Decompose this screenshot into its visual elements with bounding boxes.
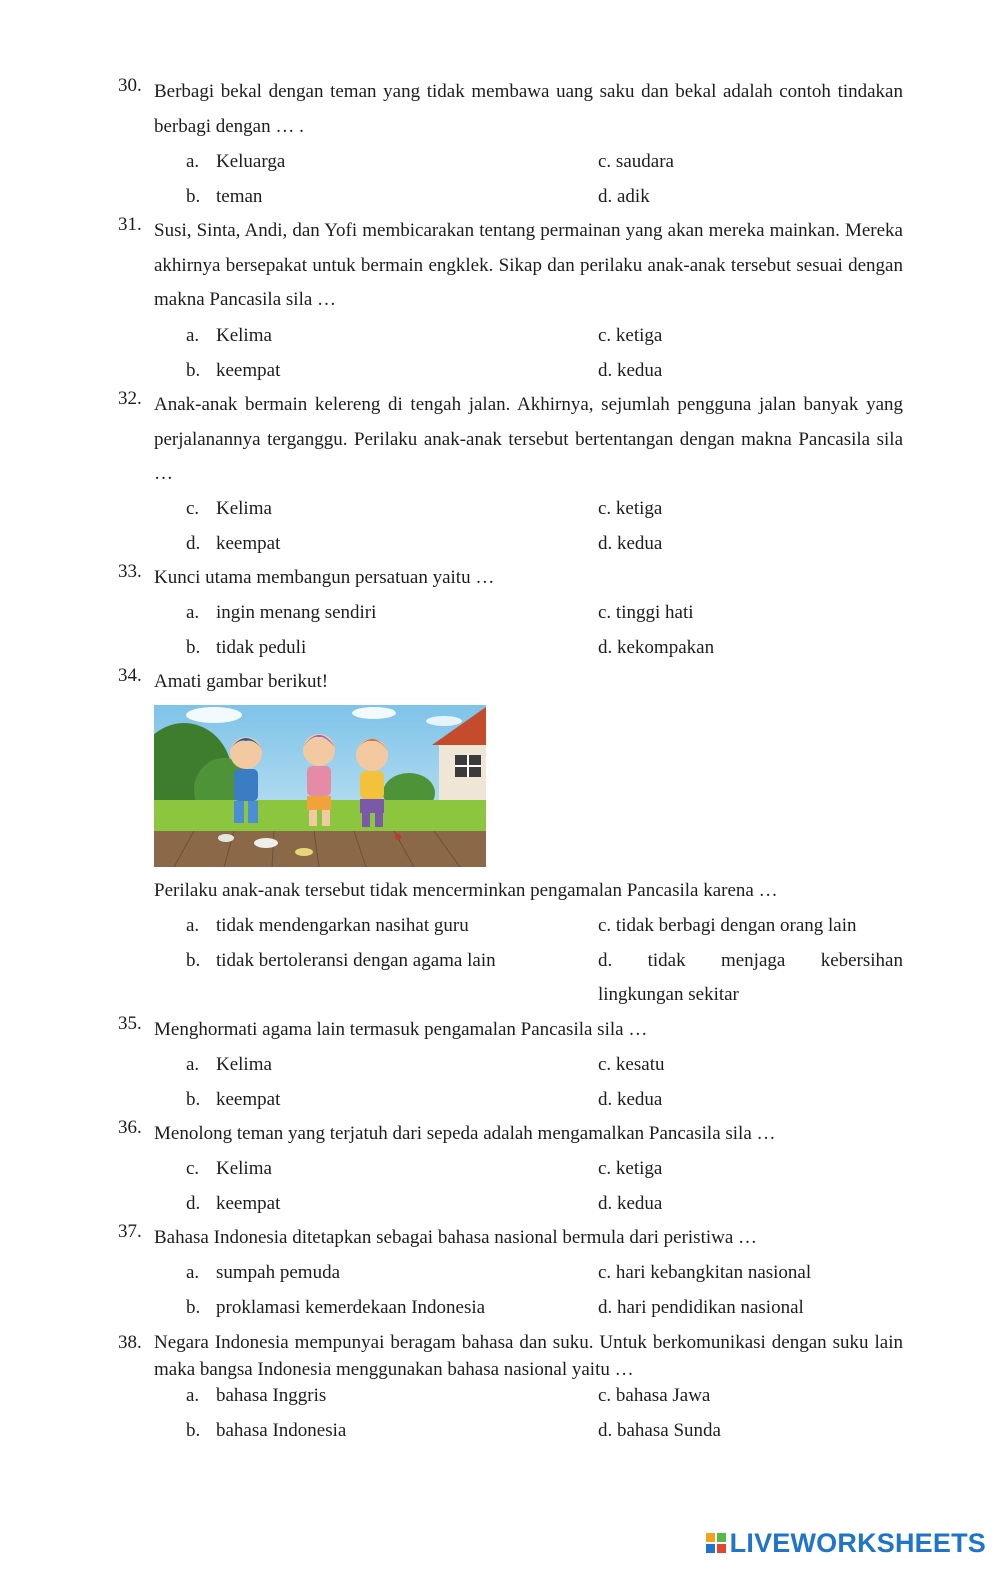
option-word: kebersihan (820, 949, 903, 971)
option-c[interactable]: c. saudara (598, 151, 674, 172)
option-word: tidak (647, 949, 686, 971)
question-text: Bahasa Indonesia ditetapkan sebagai bahasa nasional bermula dari peristiwa … (154, 1227, 758, 1248)
option-b[interactable]: b. teman (186, 185, 263, 207)
logo-grid-icon (706, 1533, 726, 1553)
option-a[interactable]: a. sumpah pemuda (186, 1262, 341, 1283)
question-number: 37. (118, 1221, 142, 1242)
option-d[interactable]: d. kedua (598, 1192, 663, 1214)
option-c-left[interactable]: c. Kelima (186, 1158, 272, 1179)
options-36 (186, 1152, 903, 1221)
option-a[interactable]: a. tidak mendengarkan nasihat guru (186, 915, 469, 936)
option-d[interactable]: d. adik (598, 185, 650, 207)
option-c-left[interactable]: c. Kelima (186, 498, 272, 519)
question-text: Negara Indonesia mempunyai beragam bahasa dan suku. Untuk berkomunikasi dengan suku lain maka bangsa Indonesia menggunakan bahasa nasional yaitu … (154, 1332, 903, 1380)
option-c[interactable]: c. kesatu (598, 1054, 665, 1075)
question-34-followup (118, 874, 903, 909)
question-35 (118, 1013, 903, 1048)
question-33 (118, 561, 903, 596)
options-37 (186, 1256, 903, 1325)
children-littering-illustration (154, 705, 486, 867)
question-number: 35. (118, 1013, 142, 1034)
option-b[interactable]: b. proklamasi kemerdekaan Indonesia (186, 1296, 486, 1318)
question-number: 32. (118, 388, 142, 409)
option-d[interactable]: d. bahasa Sunda (598, 1419, 721, 1441)
question-text: Amati gambar berikut! (154, 671, 329, 692)
question-number: 36. (118, 1117, 142, 1138)
question-number: 33. (118, 561, 142, 582)
option-d-left[interactable]: d. keempat (186, 532, 281, 554)
option-d[interactable]: d. kekompakan (598, 636, 715, 658)
option-d[interactable]: d. kedua (598, 532, 663, 554)
option-word: menjaga (720, 949, 786, 971)
option-d-left[interactable]: d. keempat (186, 1192, 281, 1214)
options-30 (186, 145, 903, 214)
question-38 (118, 1329, 903, 1383)
option-d[interactable]: d. hari pendidikan nasional (598, 1296, 804, 1318)
option-c[interactable]: c. hari kebangkitan nasional (598, 1262, 812, 1283)
question-34 (118, 665, 903, 700)
option-c[interactable]: c. ketiga (598, 1158, 663, 1179)
question-followup-text: Perilaku anak-anak tersebut tidak mencerminkan pengamalan Pancasila karena … (154, 880, 778, 901)
question-number: 30. (118, 75, 142, 96)
options-32 (186, 492, 903, 561)
options-33 (186, 596, 903, 665)
option-d-continued[interactable]: lingkungan sekitar (598, 984, 739, 1006)
question-text: Berbagi bekal dengan teman yang tidak membawa uang saku dan bekal adalah contoh tindakan berbagi dengan … . (154, 81, 903, 137)
question-31 (118, 214, 903, 318)
question-number: 34. (118, 665, 142, 686)
option-a[interactable]: a. bahasa Inggris (186, 1385, 327, 1406)
option-c[interactable]: c. tinggi hati (598, 602, 694, 623)
question-text: Kunci utama membangun persatuan yaitu … (154, 567, 495, 588)
option-d[interactable]: d. kedua (598, 1088, 663, 1110)
option-b[interactable]: b. tidak peduli (186, 636, 307, 658)
option-c[interactable]: c. ketiga (598, 498, 663, 519)
options-38 (186, 1379, 903, 1448)
option-b[interactable]: b. keempat (186, 1088, 281, 1110)
option-b[interactable]: b. bahasa Indonesia (186, 1419, 347, 1441)
option-a[interactable]: a. Keluarga (186, 151, 286, 172)
options-34 (186, 909, 903, 1013)
question-number: 38. (118, 1332, 142, 1353)
option-a[interactable]: a. Kelima (186, 325, 272, 346)
brand-text: LIVEWORKSHEETS (729, 1527, 986, 1558)
options-31 (186, 319, 903, 388)
question-text: Anak-anak bermain kelereng di tengah jalan. Akhirnya, sejumlah pengguna jalan banyak yang perjalanannya terganggu. Perilaku anak-anak tersebut bertentangan dengan makna Pancasila sila … (154, 394, 903, 485)
question-36 (118, 1117, 903, 1152)
options-35 (186, 1048, 903, 1117)
question-text: Menolong teman yang terjatuh dari sepeda adalah mengamalkan Pancasila sila … (154, 1123, 776, 1144)
option-word: d. (598, 949, 613, 971)
question-32 (118, 388, 903, 492)
option-a[interactable]: a. ingin menang sendiri (186, 602, 377, 623)
option-d[interactable] (598, 944, 903, 979)
liveworksheets-logo[interactable] (706, 1526, 986, 1560)
question-number: 31. (118, 214, 142, 235)
option-c[interactable]: c. ketiga (598, 325, 663, 346)
option-d[interactable]: d. kedua (598, 359, 663, 381)
option-c[interactable]: c. bahasa Jawa (598, 1385, 711, 1406)
question-30 (118, 75, 903, 144)
option-b[interactable]: b. tidak bertoleransi dengan agama lain (186, 949, 496, 971)
option-b[interactable]: b. keempat (186, 359, 281, 381)
question-text: Menghormati agama lain termasuk pengamalan Pancasila sila … (154, 1019, 648, 1040)
option-a[interactable]: a. Kelima (186, 1054, 272, 1075)
question-text: Susi, Sinta, Andi, dan Yofi membicarakan tentang permainan yang akan mereka mainkan. Mereka akhirnya bersepakat untuk bermain engklek. Sikap dan perilaku anak-anak tersebut sesuai dengan makna Pancasila sila … (154, 220, 903, 311)
question-37 (118, 1221, 903, 1256)
option-d-line-1 (598, 944, 903, 979)
option-c[interactable]: c. tidak berbagi dengan orang lain (598, 915, 857, 936)
